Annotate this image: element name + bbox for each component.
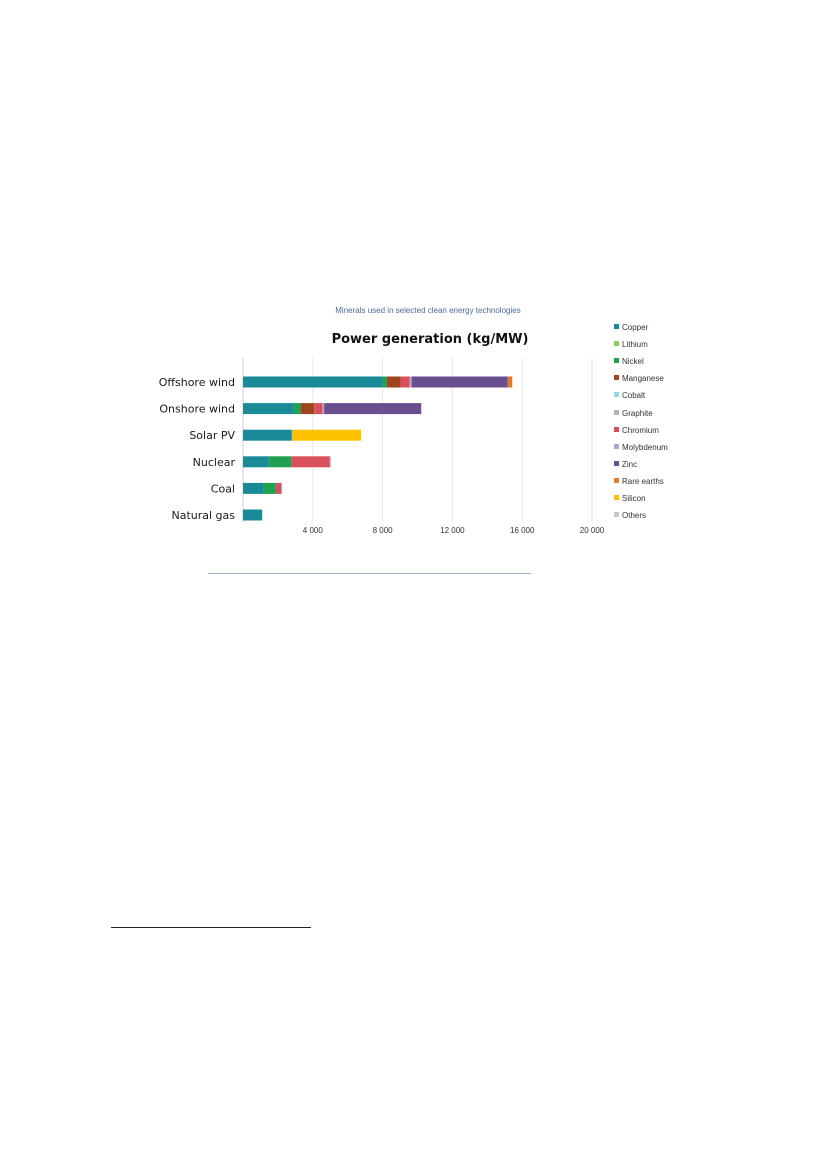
legend-label: Nickel — [622, 357, 644, 367]
legend-item — [614, 477, 664, 487]
bar-segment-molybdenum — [410, 377, 412, 388]
legend-item — [614, 494, 646, 504]
bar-segment-zinc — [324, 403, 421, 414]
x-tick-label: 12 000 — [440, 526, 465, 535]
legend-label: Molybdenum — [622, 442, 668, 452]
bar-segment-chromium — [401, 377, 410, 388]
bar-segment-copper — [243, 456, 269, 467]
bar-segment-nickel — [269, 456, 292, 467]
legend-item — [614, 357, 644, 367]
category-label: Coal — [210, 482, 235, 496]
legend-label: Graphite — [622, 408, 653, 418]
bar-segment-copper — [243, 403, 294, 414]
bar-segment-molybdenum — [281, 483, 282, 494]
legend-swatch — [614, 392, 619, 397]
bar-segment-nickel — [383, 377, 387, 388]
legend-item — [614, 443, 668, 453]
x-tick-label: 4 000 — [302, 526, 323, 535]
legend-swatch — [614, 324, 619, 329]
legend-swatch — [614, 461, 619, 466]
legend-item — [614, 323, 648, 333]
bar-segment-copper — [243, 377, 383, 388]
legend-swatch — [614, 410, 619, 415]
category-label: Onshore wind — [159, 402, 235, 416]
bar-segment-chromium — [314, 403, 322, 414]
chart-title: Power generation (kg/MW) — [331, 332, 529, 347]
footnote-divider — [111, 927, 311, 928]
bar-segment-nickel — [294, 403, 301, 414]
legend-swatch — [614, 358, 619, 363]
bar-segment-copper — [243, 430, 292, 441]
category-label: Nuclear — [192, 455, 235, 469]
legend-label: Chromium — [622, 425, 659, 435]
bar-segment-manganese — [301, 403, 315, 414]
bar-segment-molybdenum — [322, 403, 324, 414]
x-tick-label: 16 000 — [509, 526, 535, 535]
category-label: Offshore wind — [158, 376, 235, 389]
bar-segment-manganese — [387, 377, 401, 388]
legend-label: Zinc — [622, 459, 638, 469]
bar-segment-chromium — [291, 456, 329, 467]
bar-segment-nickel — [263, 483, 276, 494]
legend-item — [614, 391, 645, 401]
legend-item — [614, 460, 637, 470]
legend-swatch — [614, 478, 619, 483]
bar-segment-molybdenum — [330, 456, 331, 467]
legend-label: Copper — [622, 323, 649, 332]
legend-swatch — [614, 427, 619, 432]
legend-label: Manganese — [622, 374, 664, 384]
bar-segment-copper — [243, 510, 262, 521]
legend-item — [614, 511, 646, 521]
legend-label: Cobalt — [622, 391, 646, 401]
bar-segment-silicon — [292, 430, 361, 441]
legend-item — [614, 340, 648, 350]
bar-segment-zinc — [412, 377, 508, 388]
blue-divider — [208, 573, 531, 574]
legend-swatch — [614, 495, 619, 500]
legend-label: Silicon — [622, 494, 646, 503]
legend-label: Lithium — [622, 340, 648, 350]
legend-swatch — [614, 375, 619, 380]
bar-segment-chromium — [276, 483, 281, 494]
legend-label: Rare earths — [622, 476, 664, 486]
category-label: Solar PV — [189, 429, 235, 443]
chart-caption: Minerals used in selected clean energy technologies — [335, 306, 521, 315]
category-label: Natural gas — [171, 509, 235, 522]
legend-item — [614, 409, 653, 419]
legend-item — [614, 374, 664, 384]
x-tick-label: 20 000 — [579, 526, 605, 535]
x-tick-label: 8 000 — [372, 526, 393, 535]
bar-segment-rare-earths — [508, 377, 513, 388]
legend-swatch — [614, 512, 619, 517]
legend-label: Others — [622, 511, 647, 521]
legend-swatch — [614, 341, 619, 346]
legend-item — [614, 426, 659, 436]
bar-segment-copper — [243, 483, 263, 494]
legend-swatch — [614, 444, 619, 449]
